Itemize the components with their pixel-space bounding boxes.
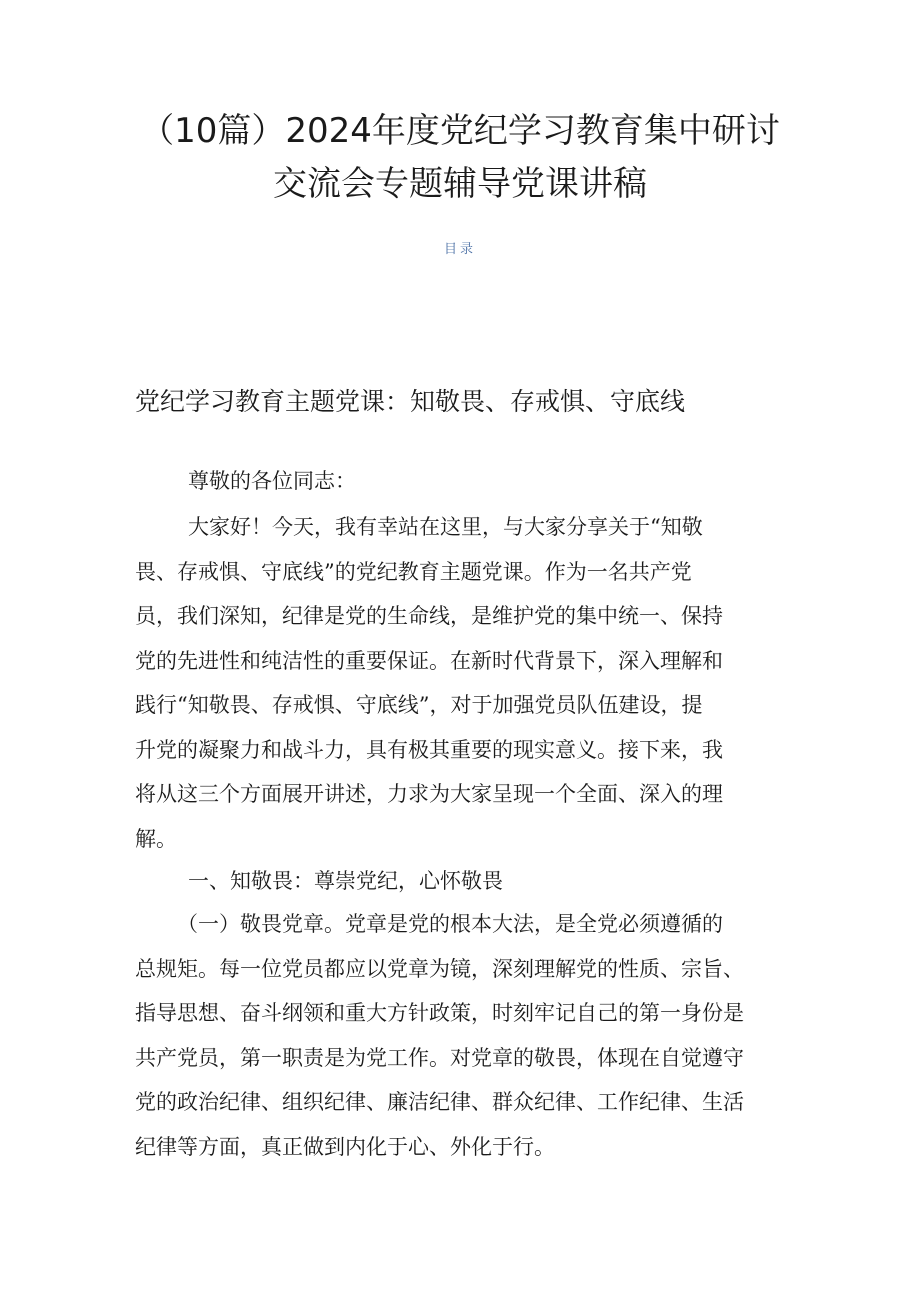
paragraph-line: 畏、存戒惧、守底线”的党纪教育主题党课。作为一名共产党 bbox=[135, 559, 692, 584]
document-title-line-1: （10篇）2024年度党纪学习教育集中研讨 bbox=[140, 111, 780, 151]
paragraph-1 bbox=[135, 505, 795, 861]
salutation-block bbox=[135, 459, 795, 504]
paragraph-line: 将从这三个方面展开讲述，力求为大家呈现一个全面、深入的理 bbox=[135, 782, 723, 806]
heading-1: 一、知敬畏：尊崇党纪，心怀敬畏 bbox=[188, 869, 503, 893]
paragraph-line: 纪律等方面，真正做到内化于心、外化于行。 bbox=[135, 1134, 555, 1159]
salutation: 尊敬的各位同志： bbox=[188, 469, 356, 493]
paragraph-line: 总规矩。每一位党员都应以党章为镜，深刻理解党的性质、宗旨、 bbox=[135, 956, 744, 981]
paragraph-line: （一）敬畏党章。党章是党的根本大法，是全党必须遵循的 bbox=[177, 912, 723, 936]
paragraph-line: 员，我们深知，纪律是党的生命线，是维护党的集中统一、保持 bbox=[135, 604, 723, 628]
paragraph-line: 党的政治纪律、组织纪律、廉洁纪律、群众纪律、工作纪律、生活 bbox=[135, 1090, 744, 1114]
document-title-line-2: 交流会专题辅导党课讲稿 bbox=[273, 164, 647, 204]
section-title: 党纪学习教育主题党课：知敬畏、存戒惧、守底线 bbox=[135, 387, 686, 416]
paragraph-line: 践行“知敬畏、存戒惧、守底线”，对于加强党员队伍建设，提 bbox=[135, 693, 703, 717]
paragraph-line: 大家好！今天，我有幸站在这里，与大家分享关于“知敬 bbox=[188, 515, 703, 539]
paragraph-line: 升党的凝聚力和战斗力，具有极其重要的现实意义。接下来，我 bbox=[135, 737, 723, 762]
paragraph-line: 解。 bbox=[135, 826, 177, 851]
paragraph-line: 党的先进性和纯洁性的重要保证。在新时代背景下，深入理解和 bbox=[135, 648, 723, 673]
paragraph-line: 指导思想、奋斗纲领和重大方针政策，时刻牢记自己的第一身份是 bbox=[135, 1001, 744, 1025]
table-of-contents-link[interactable]: 目录 bbox=[443, 242, 476, 257]
paragraph-2 bbox=[135, 902, 795, 1169]
heading-1-block bbox=[135, 859, 795, 904]
paragraph-line: 共产党员，第一职责是为党工作。对党章的敬畏，体现在自觉遵守 bbox=[135, 1045, 744, 1070]
